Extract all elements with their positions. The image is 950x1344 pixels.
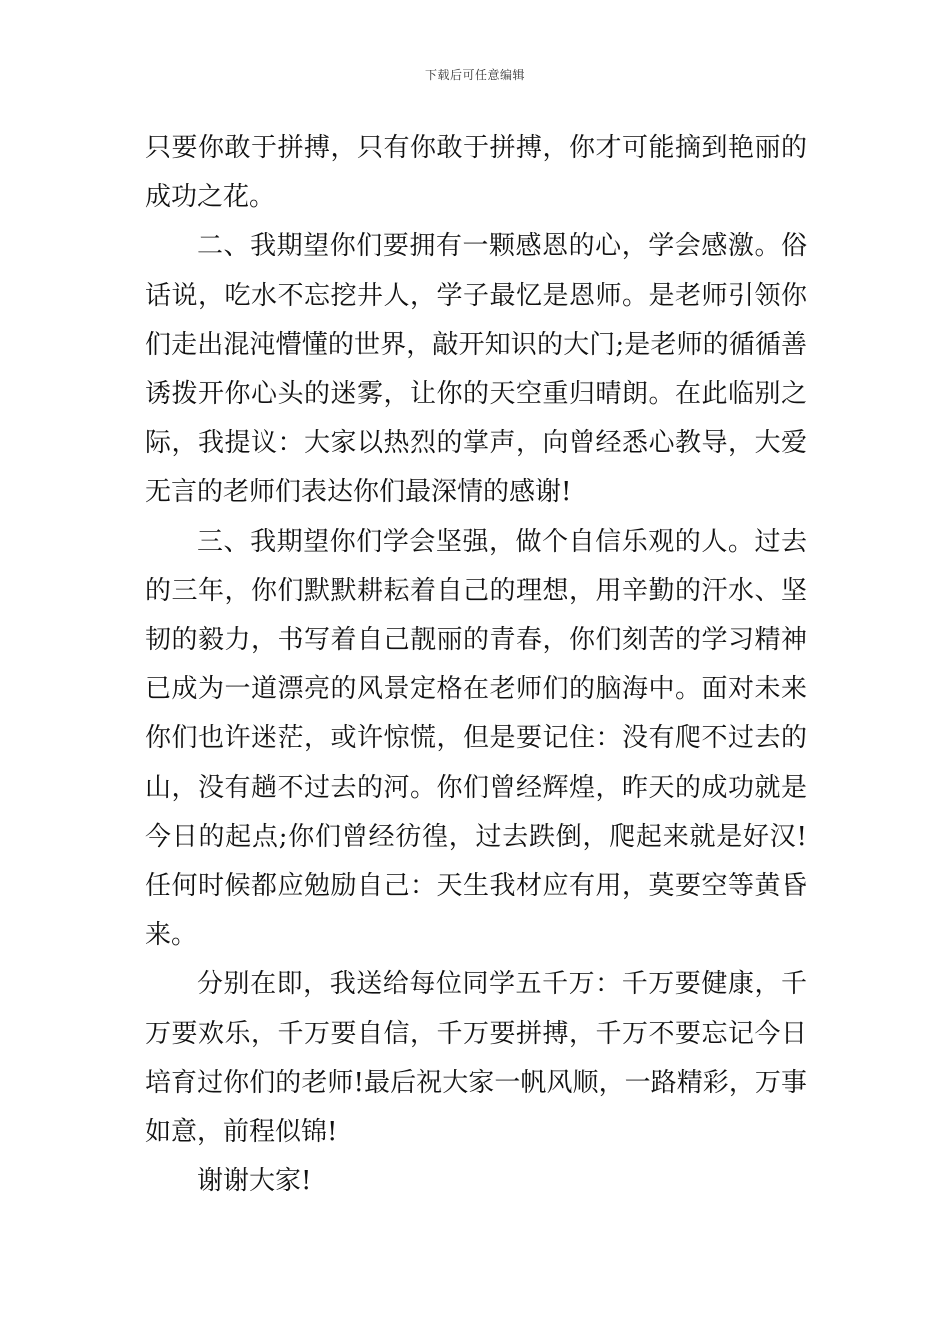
- paragraph-gratitude: 二、我期望你们要拥有一颗感恩的心，学会感激。俗话说，吃水不忘挖井人，学子最忆是恩师。是老师引领你们走出混沌懵懂的世界，敲开知识的大门;是老师的循循善诱拨开你心头的迷雾，让你的天空重归晴朗。在此临别之际，我提议：大家以热烈的掌声，向曾经悉心教导，大爱无言的老师们表达你们最深情的感谢!: [145, 231, 807, 508]
- paragraph-thanks: 谢谢大家!: [197, 1166, 312, 1197]
- paragraph-farewell-wishes: 分别在即，我送给每位同学五千万：千万要健康，千万要欢乐，千万要自信，千万要拼搏，千万不要忘记今日培育过你们的老师!最后祝大家一帆风顺，一路精彩，万事如意，前程似锦!: [145, 969, 807, 1148]
- paragraph-continuation: 只要你敢于拼搏，只有你敢于拼搏，你才可能摘到艳丽的成功之花。: [145, 133, 807, 213]
- paragraph-resilience: 三、我期望你们学会坚强，做个自信乐观的人。过去的三年，你们默默耕耘着自己的理想，用辛勤的汗水、坚韧的毅力，书写着自己靓丽的青春，你们刻苦的学习精神已成为一道漂亮的风景定格在老师们的脑海中。面对未来你们也许迷茫，或许惊慌，但是要记住：没有爬不过去的山，没有趟不过去的河。你们曾经辉煌，昨天的成功就是今日的起点;你们曾经彷徨，过去跌倒，爬起来就是好汉!任何时候都应勉励自己：天生我材应有用，莫要空等黄昏来。: [145, 526, 807, 951]
- page-header-note: 下载后可任意编辑: [424, 68, 525, 82]
- document-body: [145, 124, 807, 1206]
